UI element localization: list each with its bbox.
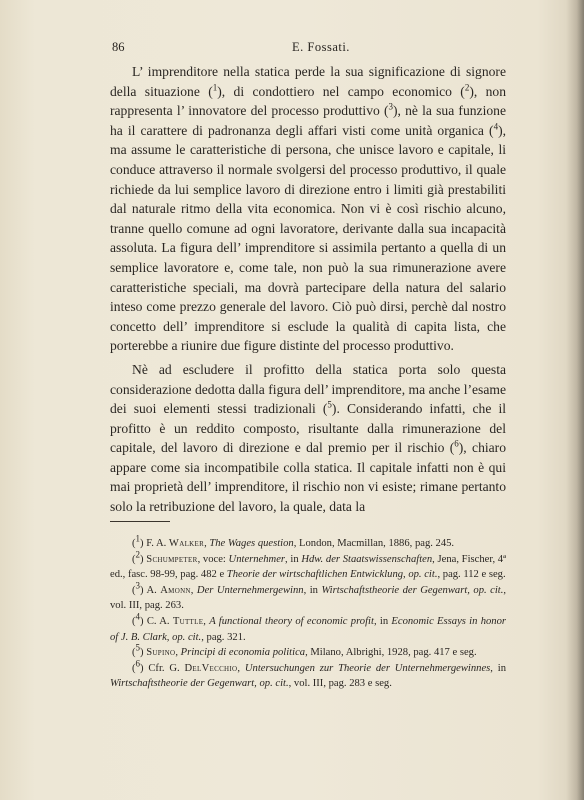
text-run: , vol. III, pag. 263. xyxy=(110,584,507,612)
footnote-ref: 3 xyxy=(135,580,141,591)
text-run: , pag. 112 e seg. xyxy=(437,569,506,581)
running-head: E. Fossati. xyxy=(292,40,350,54)
title-text: Hdw. der Staatswissenschaften xyxy=(301,553,433,565)
text-run: , xyxy=(175,647,181,659)
footnotes xyxy=(110,533,507,692)
text-run: ), chiaro appare come sia incompatibile colla statica. Il capitale infatti non è qui mai proprietà dell’ imprenditore, il rischio non vi esiste; rimane pertanto solo la retribuzione del lavoro, la quale, data la xyxy=(110,440,506,515)
footnote xyxy=(110,611,507,645)
body-text xyxy=(110,62,506,517)
footnote-separator xyxy=(110,521,170,522)
text-run: ), ma assume le caratteristiche di persona, che unisce lavoro e capitale, li conduce attraverso il normale svolgersi del processo produttivo, il quale richiede da lui semplice lavoro di direzione entro i limiti già prestabiliti dal naturale ritmo della vita economica. Non vi è così rischio alcuno, tranne quello comune ad ogni lavoratore, derivante dalla sua incapacità assoluta. La figura dell’ imprenditore si assimila pertanto a quella di un semplice lavoratore e, come tale, non può la sua rimunerazione avere caratteristiche speciali, ma dovrà partecipare della natura del salario inteso come prezzo generale del lavoro. Ciò può dirsi, perchè dal nostro concetto dell’ imprenditore si esclude la qualità di capita lista, che porterebbe a riunire due figure distinte del processo produttivo. xyxy=(110,122,506,354)
title-text: Principi di economia politica xyxy=(180,647,306,659)
text-run: , xyxy=(204,538,210,549)
text-run: , Jena, Fischer, 4ª ed., fasc. 98-99, pag. 482 e xyxy=(110,553,506,581)
author-name: Schumpeter xyxy=(146,553,198,565)
text-run: ( xyxy=(132,662,136,674)
text-run: , in xyxy=(303,584,322,596)
text-run: ( xyxy=(132,615,136,627)
text-run: , xyxy=(237,662,245,674)
text-run: , vol. III, pag. 283 e seg. xyxy=(288,678,392,690)
text-run: , London, Macmillan, 1886, pag. 245. xyxy=(293,538,455,549)
title-text: Unternehmer xyxy=(228,553,286,565)
author-name: Amonn xyxy=(160,584,191,596)
text-run: ) A. xyxy=(140,584,161,596)
title-text: Theorie der wirtschaftlichen Entwicklung, op. cit. xyxy=(226,569,438,581)
text-run: , in xyxy=(373,615,392,627)
footnote-ref: 6 xyxy=(135,658,141,669)
text-run: ( xyxy=(132,647,136,659)
page-header xyxy=(106,40,526,58)
footnote-ref: 2 xyxy=(135,549,141,560)
footnote-ref: 6 xyxy=(454,438,459,449)
footnote-ref: 4 xyxy=(135,611,141,622)
title-text: Wirtschaftstheorie der Gegenwart, op. cit. xyxy=(321,584,504,596)
footnote xyxy=(110,533,506,552)
author-name: Tuttle xyxy=(172,615,204,627)
text-run: ( xyxy=(132,584,136,596)
text-run: ), nè la sua funzione ha il carattere di padronanza degli affari visti come unità organica ( xyxy=(110,103,506,138)
page-number: 86 xyxy=(112,40,125,54)
footnote-ref: 4 xyxy=(493,121,499,132)
title-text: Wirtschaftstheorie der Gegenwart, op. cit. xyxy=(110,678,289,690)
footnote-ref: 2 xyxy=(464,82,470,93)
text-run: , in xyxy=(490,662,506,674)
text-run: ( xyxy=(132,553,136,565)
footnote-ref: 5 xyxy=(135,642,141,653)
text-run: ) xyxy=(140,647,147,659)
footnote-ref: 1 xyxy=(135,533,141,544)
text-run: , in xyxy=(285,553,302,565)
title-text: Untersuchungen zur Theorie der Unternehmergewinnes xyxy=(244,662,491,674)
text-run: ), non rappresenta l’ innovatore del processo produttivo ( xyxy=(110,83,506,119)
author-name: Supino xyxy=(146,647,176,659)
text-run: ( xyxy=(132,538,136,549)
footnote xyxy=(110,642,506,661)
author-name: DelVecchio xyxy=(184,662,238,674)
footnote xyxy=(110,549,506,583)
text-run: , pag. 321. xyxy=(201,631,246,643)
text-run: L’ imprenditore nella statica perde la sua significazione di signore della situazione ( xyxy=(110,64,506,99)
paragraph xyxy=(110,62,506,356)
title-text: The Wages question xyxy=(209,538,294,549)
paragraph xyxy=(110,360,506,517)
text-run: , xyxy=(190,584,197,596)
page-edge-shadow xyxy=(566,0,584,800)
title-text: Economic Essays in honor of J. B. Clark, op. cit. xyxy=(110,615,507,643)
text-run: ) xyxy=(140,553,147,565)
text-run: ). Considerando infatti, che il profitto è un reddito composto, risultante dalla rimunerazione del capitale, del lavoro di direzione e dal premio per il rischio ( xyxy=(110,401,507,456)
text-run: ) F. A. xyxy=(140,538,169,549)
footnote-ref: 1 xyxy=(212,82,218,93)
text-run: ), di condottiero nel campo economico ( xyxy=(217,83,465,99)
text-run: ) C. A. xyxy=(140,615,173,627)
text-run: , voce: xyxy=(197,553,229,565)
title-text: A functional theory of economic profit xyxy=(209,615,374,627)
footnote xyxy=(110,658,506,692)
author-name: Walker xyxy=(168,538,205,549)
text-run: ) Cfr. G. xyxy=(140,662,185,674)
text-run: , xyxy=(203,615,210,627)
text-run: Nè ad escludere il profitto della statica porta solo questa considerazione dedotta dalla figura dell’ imprenditore, ma anche l’esame dei suoi elementi stessi tradizionali ( xyxy=(110,361,506,417)
footnote xyxy=(110,580,507,614)
footnote-ref: 3 xyxy=(388,101,394,112)
title-text: Der Unternehmergewinn xyxy=(196,584,304,596)
footnote-ref: 5 xyxy=(327,399,332,410)
text-run: , Milano, Albrighi, 1928, pag. 417 e seg. xyxy=(305,647,477,659)
